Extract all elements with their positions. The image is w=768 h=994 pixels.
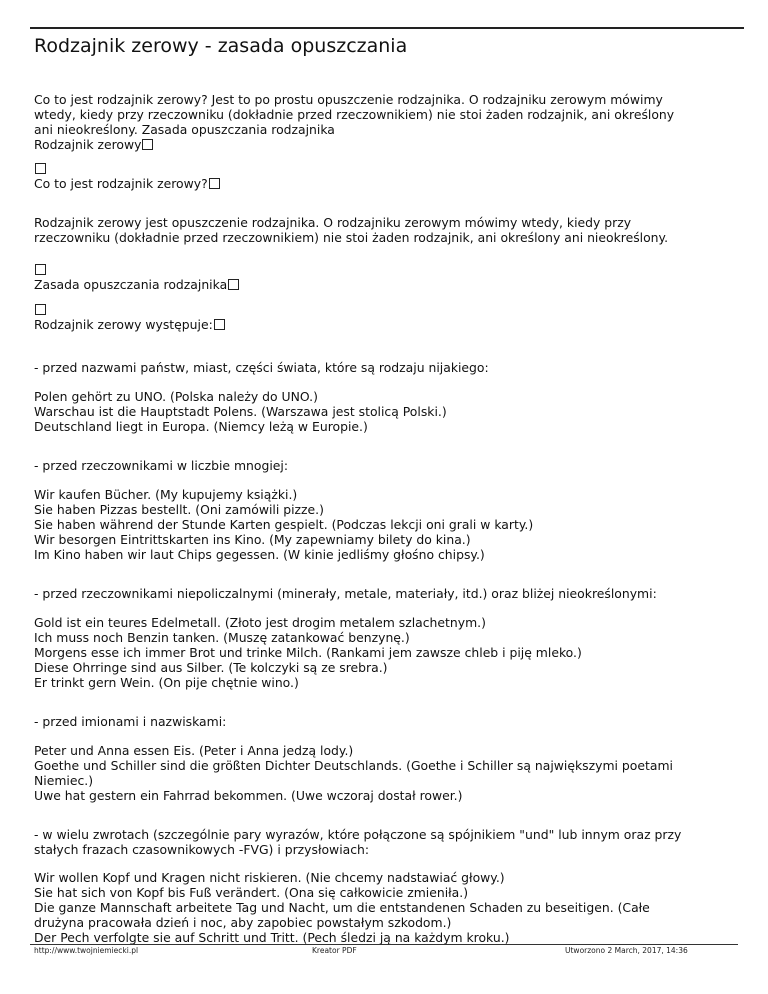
example-line: Wir kaufen Bücher. (My kupujemy książki.) [34,487,298,502]
section-header: - przed nazwami państw, miast, części świata, które są rodzaju nijakiego: [34,360,489,375]
heading-what: Co to jest rodzajnik zerowy? [34,161,734,191]
missing-glyph-icon [228,279,239,290]
missing-glyph-icon [35,264,46,275]
section-examples [34,870,744,945]
header-rule [30,27,744,29]
section-header: - w wielu zwrotach (szczególnie pary wyrazów, które połączone są spójnikiem "und" lub innym oraz przy stałych frazach czasownikowych -FVG) i przysłowiach: [34,827,682,857]
example-line: drużyna pracowała dzień i noc, aby zapobiec powstałym szkodom.) [34,915,452,930]
footer-rule [30,944,738,945]
footer-creator: Kreator PDF [312,946,357,955]
missing-glyph-icon [35,163,46,174]
intro-line: wtedy, kiedy przy rzeczowniku (dokładnie przed rzeczownikiem) nie stoi żaden rodzajnik, ani określony [34,107,675,122]
missing-glyph-icon [142,139,153,150]
example-line: Deutschland liegt in Europa. (Niemcy leżą w Europie.) [34,419,368,434]
example-line: Er trinkt gern Wein. (On pije chętnie wino.) [34,675,299,690]
example-line: Warschau ist die Hauptstadt Polens. (Warszawa jest stolicą Polski.) [34,404,447,419]
intro-line: Rodzajnik zerowy [34,137,744,152]
missing-glyph-icon [214,319,225,330]
footer-url: http://www.twojniemiecki.pl [34,946,139,955]
example-line: Uwe hat gestern ein Fahrrad bekommen. (Uwe wczoraj dostał rower.) [34,788,463,803]
footer-created: Utworzono 2 March, 2017, 14:36 [565,946,688,955]
example-line: Wir wollen Kopf und Kragen nicht riskieren. (Nie chcemy nadstawiać głowy.) [34,870,505,885]
example-line: Morgens esse ich immer Brot und trinke Milch. (Rankami jem zawsze chleb i piję mleko.) [34,645,582,660]
definition-line: Rodzajnik zerowy jest opuszczenie rodzajnika. O rodzajniku zerowym mówimy wtedy, kiedy przy [34,215,632,230]
definition-paragraph [34,215,744,245]
section-header: - przed rzeczownikami niepoliczalnymi (minerały, metale, materiały, itd.) oraz bliżej nieokreślonymi: [34,586,657,601]
example-line: Die ganze Mannschaft arbeitete Tag und Nacht, um die entstandenen Schaden zu beseitigen. (Całe [34,900,650,915]
section-examples [34,615,734,690]
section-examples [34,743,744,803]
example-line: Peter und Anna essen Eis. (Peter i Anna jedzą lody.) [34,743,354,758]
example-line: Wir besorgen Eintrittskarten ins Kino. (My zapewniamy bilety do kina.) [34,532,471,547]
heading-occurs: Rodzajnik zerowy występuje: [34,302,734,332]
section-examples [34,389,734,434]
definition-line: rzeczowniku (dokładnie przed rzeczownikiem) nie stoi żaden rodzajnik, ani określony ani nieokreślony. [34,230,669,245]
heading-rule: Zasada opuszczania rodzajnika [34,262,734,292]
example-line: Der Pech verfolgte sie auf Schritt und Tritt. (Pech śledzi ją na każdym kroku.) [34,930,510,945]
example-line: Niemiec.) [34,773,94,788]
example-line: Polen gehört zu UNO. (Polska należy do UNO.) [34,389,318,404]
example-line: Diese Ohrringe sind aus Silber. (Te kolczyki są ze srebra.) [34,660,388,675]
section-header: - przed imionami i nazwiskami: [34,714,227,729]
example-line: Goethe und Schiller sind die größten Dichter Deutschlands. (Goethe i Schiller są największymi poetami [34,758,673,773]
intro-line: ani nieokreślony. Zasada opuszczania rodzajnika [34,122,335,137]
missing-glyph-icon [209,178,220,189]
example-line: Gold ist ein teures Edelmetall. (Złoto jest drogim metalem szlachetnym.) [34,615,486,630]
page-title: Rodzajnik zerowy - zasada opuszczania [34,35,408,57]
intro-line: Co to jest rodzajnik zerowy? Jest to po prostu opuszczenie rodzajnika. O rodzajniku zerowym mówimy [34,92,663,107]
section-header: - przed rzeczownikami w liczbie mnogiej: [34,458,289,473]
example-line: Sie hat sich von Kopf bis Fuß verändert. (Ona się całkowicie zmieniła.) [34,885,469,900]
example-line: Ich muss noch Benzin tanken. (Muszę zatankować benzynę.) [34,630,410,645]
example-line: Sie haben während der Stunde Karten gespielt. (Podczas lekcji oni grali w karty.) [34,517,534,532]
example-line: Sie haben Pizzas bestellt. (Oni zamówili pizze.) [34,502,324,517]
missing-glyph-icon [35,304,46,315]
section-examples [34,487,734,562]
example-line: Im Kino haben wir laut Chips gegessen. (W kinie jedliśmy głośno chipsy.) [34,547,485,562]
intro-paragraph [34,92,744,152]
